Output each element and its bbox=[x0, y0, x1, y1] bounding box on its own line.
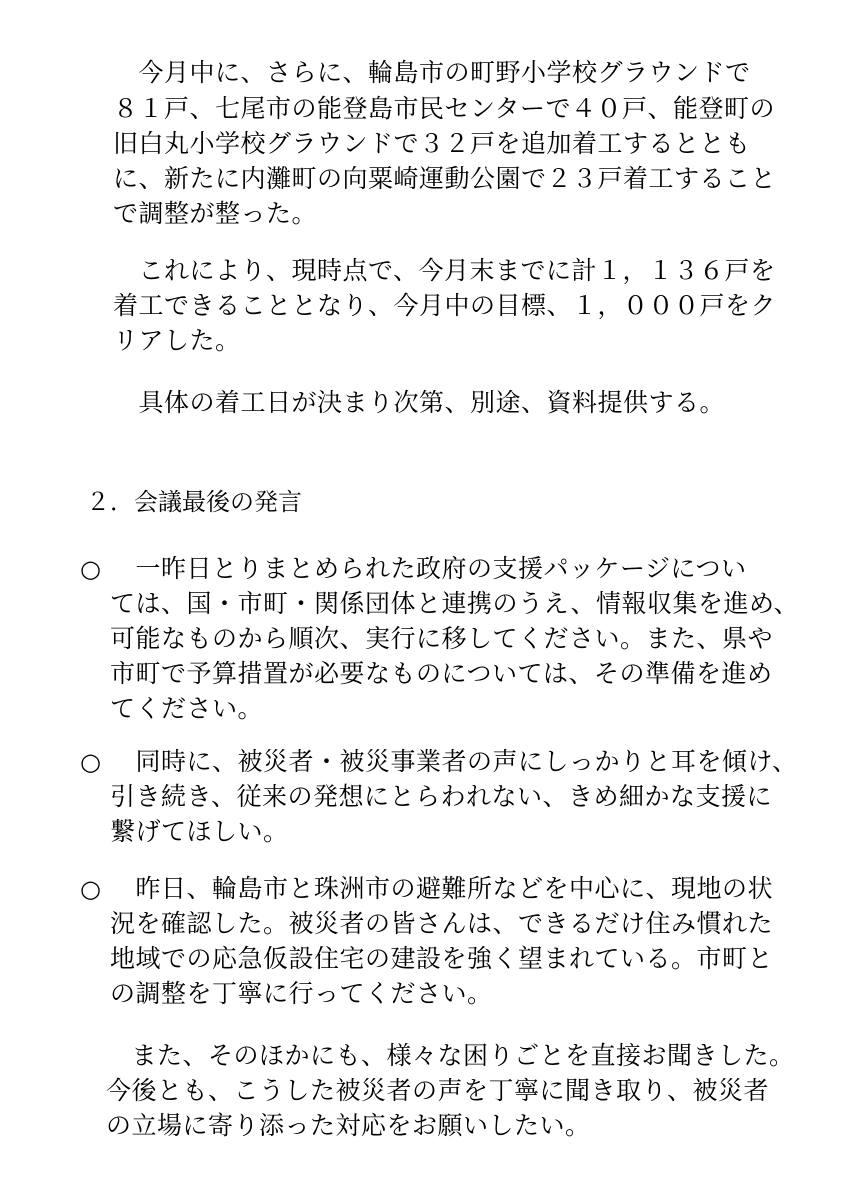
bullet-icon: ○ bbox=[80, 875, 101, 903]
text-line: 引き続き、従来の発想にとらわれない、きめ細かな支援に bbox=[110, 782, 773, 811]
text-line: これにより、現時点で、今月末までに計１，１３６戸を bbox=[113, 256, 776, 285]
section-heading: ２．会議最後の発言 bbox=[86, 488, 302, 516]
text-line: リアした。 bbox=[113, 326, 241, 355]
text-line: ８１戸、七尾市の能登島市民センターで４０戸、能登町の bbox=[113, 94, 776, 123]
text-line: の調整を丁寧に行ってください。 bbox=[110, 979, 493, 1008]
text-line: また、そのほかにも、様々な困りごとを直接お聞きした。 bbox=[106, 1041, 795, 1070]
text-line: 可能なものから順次、実行に移してください。また、県や bbox=[110, 624, 774, 653]
text-line: 一昨日とりまとめられた政府の支援パッケージについ bbox=[110, 554, 747, 583]
text-line: 今月中に、さらに、輪島市の町野小学校グラウンドで bbox=[113, 58, 751, 87]
text-line: 旧白丸小学校グラウンドで３２戸を追加着工するととも bbox=[113, 129, 751, 158]
text-line: 繋げてほしい。 bbox=[110, 817, 289, 846]
text-line: で調整が整った。 bbox=[113, 199, 318, 228]
bullet-icon: ○ bbox=[80, 748, 101, 776]
text-line: てください。 bbox=[110, 694, 264, 723]
text-line: 同時に、被災者・被災事業者の声にしっかりと耳を傾け、 bbox=[110, 747, 798, 776]
text-line: ては、国・市町・関係団体と連携のうえ、情報収集を進め、 bbox=[110, 589, 800, 618]
text-line: 昨日、輪島市と珠洲市の避難所などを中心に、現地の状 bbox=[110, 874, 774, 903]
text-line: 地域での応急仮設住宅の建設を強く望まれている。市町と bbox=[110, 944, 774, 973]
text-line: 況を確認した。被災者の皆さんは、できるだけ住み慣れた bbox=[110, 909, 774, 938]
bullet-icon: ○ bbox=[80, 555, 101, 583]
text-line: 具体の着工日が決まり次第、別途、資料提供する。 bbox=[113, 388, 726, 417]
text-line: 着工できることとなり、今月中の目標、１，０００戸をク bbox=[113, 291, 777, 320]
text-line: の立場に寄り添った対応をお願いしたい。 bbox=[106, 1111, 591, 1140]
text-line: に、新たに内灘町の向粟崎運動公園で２３戸着工すること bbox=[113, 164, 777, 193]
text-line: 今後とも、こうした被災者の声を丁寧に聞き取り、被災者 bbox=[106, 1076, 770, 1105]
text-line: 市町で予算措置が必要なものについては、その準備を進め bbox=[110, 659, 773, 688]
